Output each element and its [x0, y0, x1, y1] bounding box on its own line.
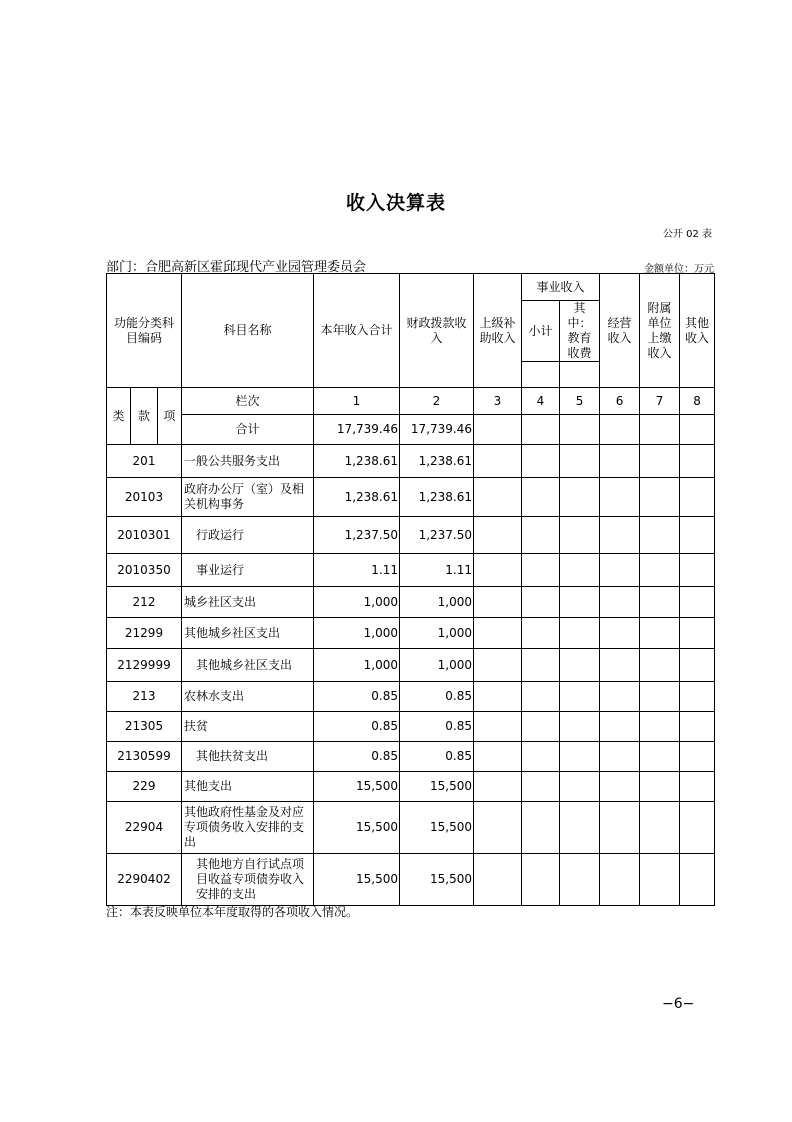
- table-row: [107, 742, 715, 772]
- header-affiliated: 附属单位上缴收入: [640, 274, 680, 388]
- row-total: 1,000: [314, 649, 400, 682]
- income-final-accounts-table: [106, 273, 715, 906]
- row-fiscal: 0.85: [400, 712, 474, 742]
- department-label: 部门：合肥高新区霍邱现代产业园管理委员会: [106, 260, 367, 275]
- col-number: 5: [560, 388, 600, 415]
- header-item: 项: [158, 388, 182, 445]
- header-subtotal: 小计: [522, 301, 560, 362]
- header-education-fee: 其中：教育收费: [560, 301, 600, 362]
- header-fiscal: 财政拨款收入: [400, 274, 474, 388]
- row-fiscal: 15,500: [400, 802, 474, 854]
- header-name: 科目名称: [182, 274, 314, 388]
- row-name: 一般公共服务支出: [182, 445, 314, 478]
- row-code: 22904: [107, 802, 182, 854]
- row-code: 21305: [107, 712, 182, 742]
- table-row: [107, 587, 715, 618]
- row-fiscal: 1,237.50: [400, 517, 474, 554]
- row-code: 201: [107, 445, 182, 478]
- row-name: 其他地方自行试点项目收益专项债券收入安排的支出: [182, 854, 314, 906]
- row-total: 0.85: [314, 712, 400, 742]
- row-code: 2129999: [107, 649, 182, 682]
- row-total: 15,500: [314, 854, 400, 906]
- row-code: 2130599: [107, 742, 182, 772]
- header-code: 功能分类科目编码: [107, 274, 182, 388]
- header-spacer: [522, 362, 560, 388]
- row-name: 其他城乡社区支出: [182, 649, 314, 682]
- header-operating: 经营收入: [600, 274, 640, 388]
- row-fiscal: 0.85: [400, 742, 474, 772]
- row-fiscal: 15,500: [400, 854, 474, 906]
- row-code: 20103: [107, 478, 182, 517]
- row-name: 事业运行: [182, 554, 314, 587]
- col-number: 7: [640, 388, 680, 415]
- header-section: 款: [131, 388, 158, 445]
- form-number: 公开 02 表: [662, 229, 712, 240]
- row-total: 15,500: [314, 802, 400, 854]
- total-amount: 17,739.46: [314, 415, 400, 445]
- row-code: 213: [107, 682, 182, 712]
- amount-unit-label: 金额单位：万元: [644, 264, 714, 275]
- header-spacer: [560, 362, 600, 388]
- row-total: 0.85: [314, 682, 400, 712]
- row-total: 1.11: [314, 554, 400, 587]
- row-name: 扶贫: [182, 712, 314, 742]
- row-name: 农林水支出: [182, 682, 314, 712]
- header-class: 类: [107, 388, 131, 445]
- col-number: 3: [474, 388, 522, 415]
- row-name: 其他支出: [182, 772, 314, 802]
- row-total: 0.85: [314, 742, 400, 772]
- table-row: [107, 445, 715, 478]
- table-row: [107, 618, 715, 649]
- row-name: 其他扶贫支出: [182, 742, 314, 772]
- header-other: 其他收入: [680, 274, 715, 388]
- row-total: 1,237.50: [314, 517, 400, 554]
- row-total: 1,000: [314, 618, 400, 649]
- page-number: −6−: [662, 996, 695, 1012]
- row-total: 15,500: [314, 772, 400, 802]
- header-total: 本年收入合计: [314, 274, 400, 388]
- row-name: 其他城乡社区支出: [182, 618, 314, 649]
- row-fiscal: 1,238.61: [400, 445, 474, 478]
- table-row: [107, 517, 715, 554]
- column-label: 栏次: [182, 388, 314, 415]
- row-fiscal: 1,000: [400, 649, 474, 682]
- row-name: 行政运行: [182, 517, 314, 554]
- page-title: 收入决算表: [345, 192, 446, 214]
- row-fiscal: 0.85: [400, 682, 474, 712]
- table-row: [107, 854, 715, 906]
- row-code: 21299: [107, 618, 182, 649]
- row-fiscal: 1,000: [400, 587, 474, 618]
- col-number: 2: [400, 388, 474, 415]
- row-total: 1,238.61: [314, 445, 400, 478]
- row-fiscal: 1,000: [400, 618, 474, 649]
- col-number: 4: [522, 388, 560, 415]
- row-code: 2010350: [107, 554, 182, 587]
- col-number: 6: [600, 388, 640, 415]
- table-row: [107, 712, 715, 742]
- total-label: 合计: [182, 415, 314, 445]
- row-code: 2010301: [107, 517, 182, 554]
- table-row: [107, 478, 715, 517]
- row-name: 城乡社区支出: [182, 587, 314, 618]
- table-row: [107, 802, 715, 854]
- row-code: 229: [107, 772, 182, 802]
- col-number: 8: [680, 388, 715, 415]
- row-name: 政府办公厅（室）及相关机构事务: [182, 478, 314, 517]
- table-row: [107, 772, 715, 802]
- row-code: 2290402: [107, 854, 182, 906]
- table-row: [107, 682, 715, 712]
- row-fiscal: 1,238.61: [400, 478, 474, 517]
- table-row: [107, 554, 715, 587]
- table-row: [107, 649, 715, 682]
- header-upper-subsidy: 上级补助收入: [474, 274, 522, 388]
- row-total: 1,000: [314, 587, 400, 618]
- row-fiscal: 15,500: [400, 772, 474, 802]
- row-code: 212: [107, 587, 182, 618]
- row-fiscal: 1.11: [400, 554, 474, 587]
- row-total: 1,238.61: [314, 478, 400, 517]
- total-fiscal: 17,739.46: [400, 415, 474, 445]
- header-business: 事业收入: [522, 274, 600, 301]
- col-number: 1: [314, 388, 400, 415]
- row-name: 其他政府性基金及对应专项债务收入安排的支出: [182, 802, 314, 854]
- table-note: 注：本表反映单位本年度取得的各项收入情况。: [106, 905, 359, 919]
